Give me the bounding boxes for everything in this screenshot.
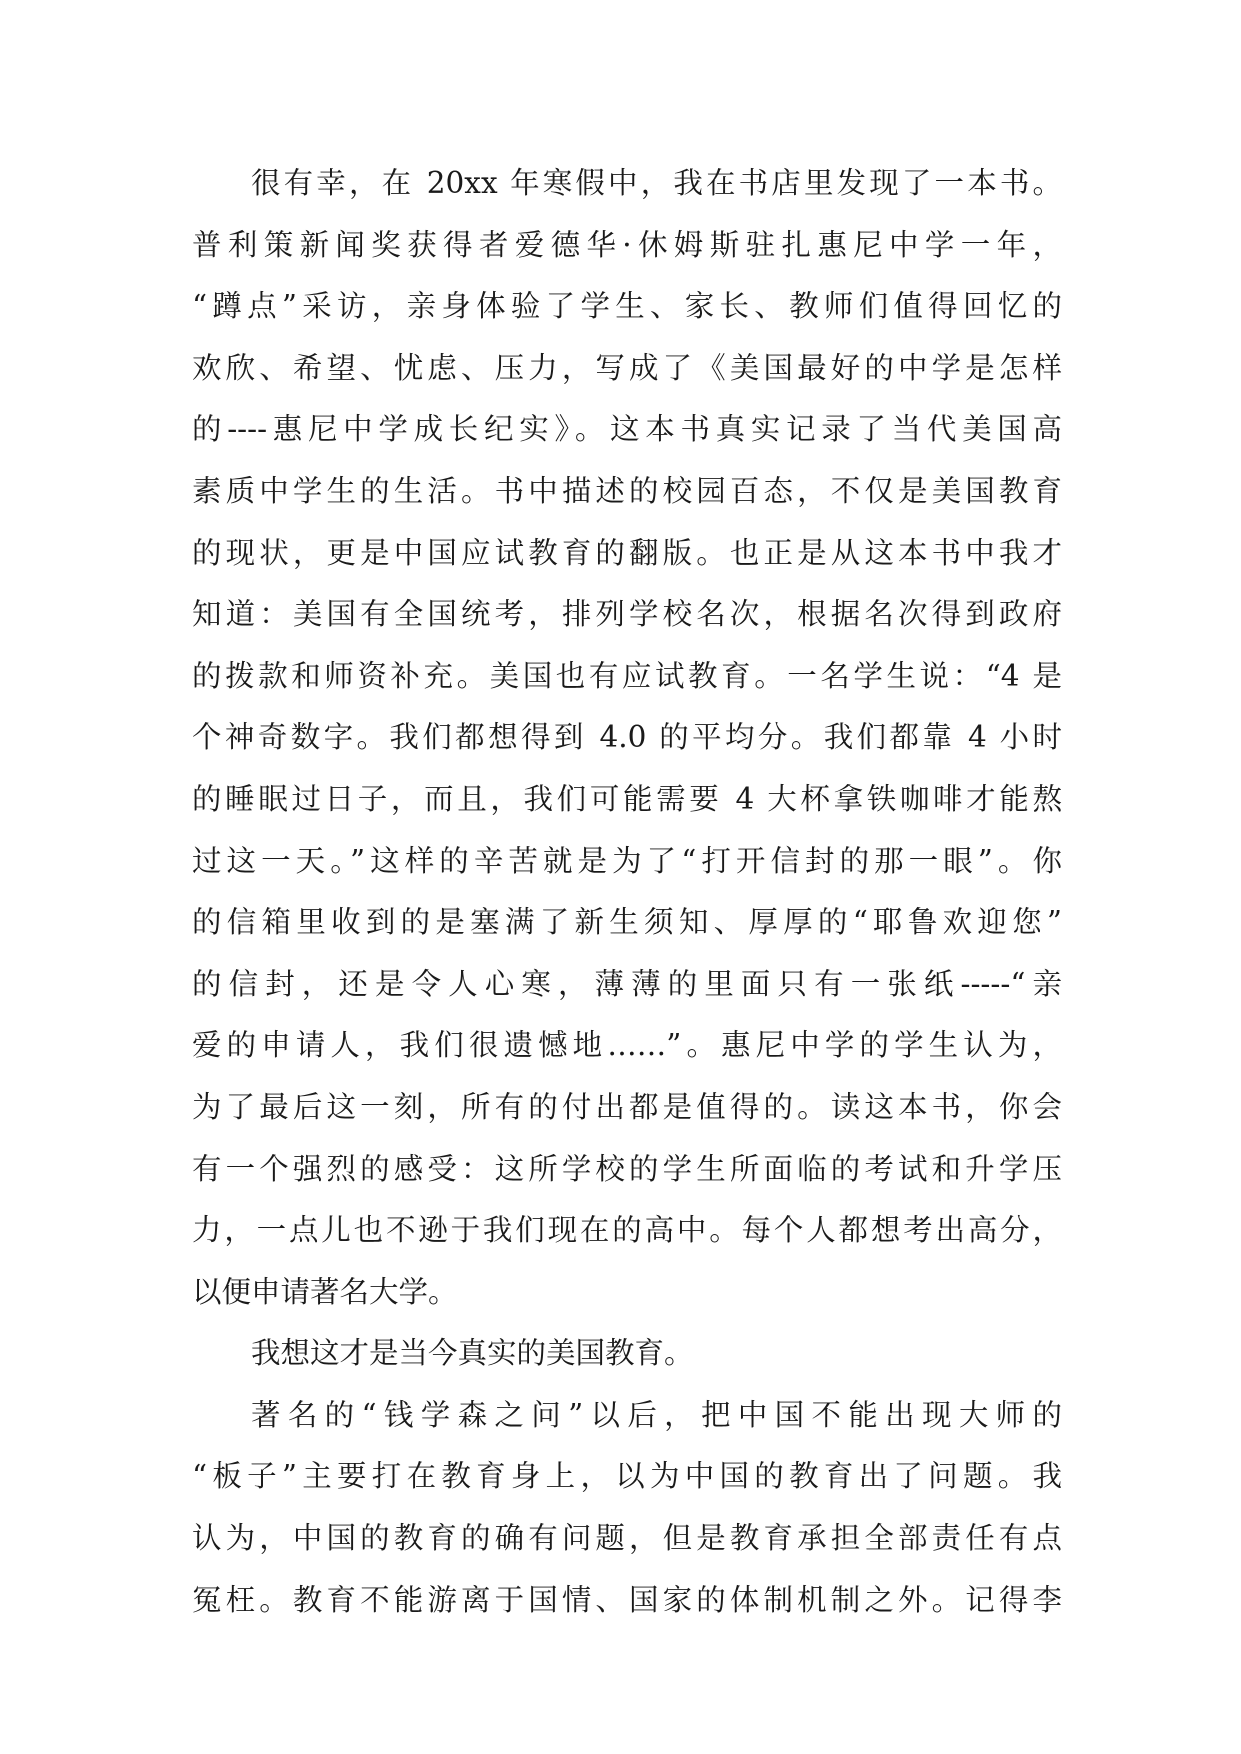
text-line: 个神奇数字。我们都想得到 4.0 的平均分。我们都靠 4 小时 bbox=[192, 720, 1062, 755]
paragraph-1 bbox=[192, 153, 1062, 1323]
document-body bbox=[192, 153, 1062, 1631]
text-line: 的信箱里收到的是塞满了新生须知、厚厚的“耶鲁欢迎您” bbox=[192, 905, 1062, 940]
paragraph-2 bbox=[192, 1323, 1062, 1385]
text-line: 的信封，还是令人心寒，薄薄的里面只有一张纸-----“亲 bbox=[192, 966, 1062, 1001]
text-line: 素质中学生的生活。书中描述的校园百态，不仅是美国教育 bbox=[192, 473, 1062, 508]
paragraph-3 bbox=[192, 1385, 1062, 1631]
text-line: 有一个强烈的感受：这所学校的学生所面临的考试和升学压 bbox=[192, 1151, 1062, 1186]
text-line: 冤枉。教育不能游离于国情、国家的体制机制之外。记得李 bbox=[192, 1582, 1062, 1617]
text-line: 爱的申请人，我们很遗憾地……”。惠尼中学的学生认为， bbox=[192, 1028, 1062, 1063]
text-line: 著名的“钱学森之问”以后，把中国不能出现大师的 bbox=[251, 1397, 1062, 1432]
text-line: 很有幸，在 20xx 年寒假中，我在书店里发现了一本书。 bbox=[251, 166, 1062, 200]
text-line: 力，一点儿也不逊于我们现在的高中。每个人都想考出高分， bbox=[192, 1213, 1062, 1248]
text-line: 过这一天。”这样的辛苦就是为了“打开信封的那一眼”。你 bbox=[192, 843, 1062, 878]
text-line: 的拨款和师资补充。美国也有应试教育。一名学生说：“4 是 bbox=[192, 658, 1062, 693]
text-line: 的----惠尼中学成长纪实》。这本书真实记录了当代美国高 bbox=[192, 412, 1062, 447]
text-line: 为了最后这一刻，所有的付出都是值得的。读这本书，你会 bbox=[192, 1089, 1062, 1124]
text-line: “板子”主要打在教育身上，以为中国的教育出了问题。我 bbox=[192, 1459, 1062, 1494]
text-line: 以便申请著名大学。 bbox=[192, 1274, 458, 1309]
text-line: 的现状，更是中国应试教育的翻版。也正是从这本书中我才 bbox=[192, 535, 1062, 570]
text-line: 认为，中国的教育的确有问题，但是教育承担全部责任有点 bbox=[192, 1521, 1062, 1556]
text-line: “蹲点”采访，亲身体验了学生、家长、教师们值得回忆的 bbox=[192, 289, 1062, 324]
text-line: 欢欣、希望、忧虑、压力，写成了《美国最好的中学是怎样 bbox=[192, 350, 1062, 385]
text-line: 的睡眠过日子，而且，我们可能需要 4 大杯拿铁咖啡才能熬 bbox=[192, 781, 1062, 816]
text-line: 知道：美国有全国统考，排列学校名次，根据名次得到政府 bbox=[192, 597, 1062, 632]
text-line: 普利策新闻奖获得者爱德华·休姆斯驻扎惠尼中学一年， bbox=[192, 227, 1062, 262]
text-line: 我想这才是当今真实的美国教育。 bbox=[251, 1336, 694, 1371]
